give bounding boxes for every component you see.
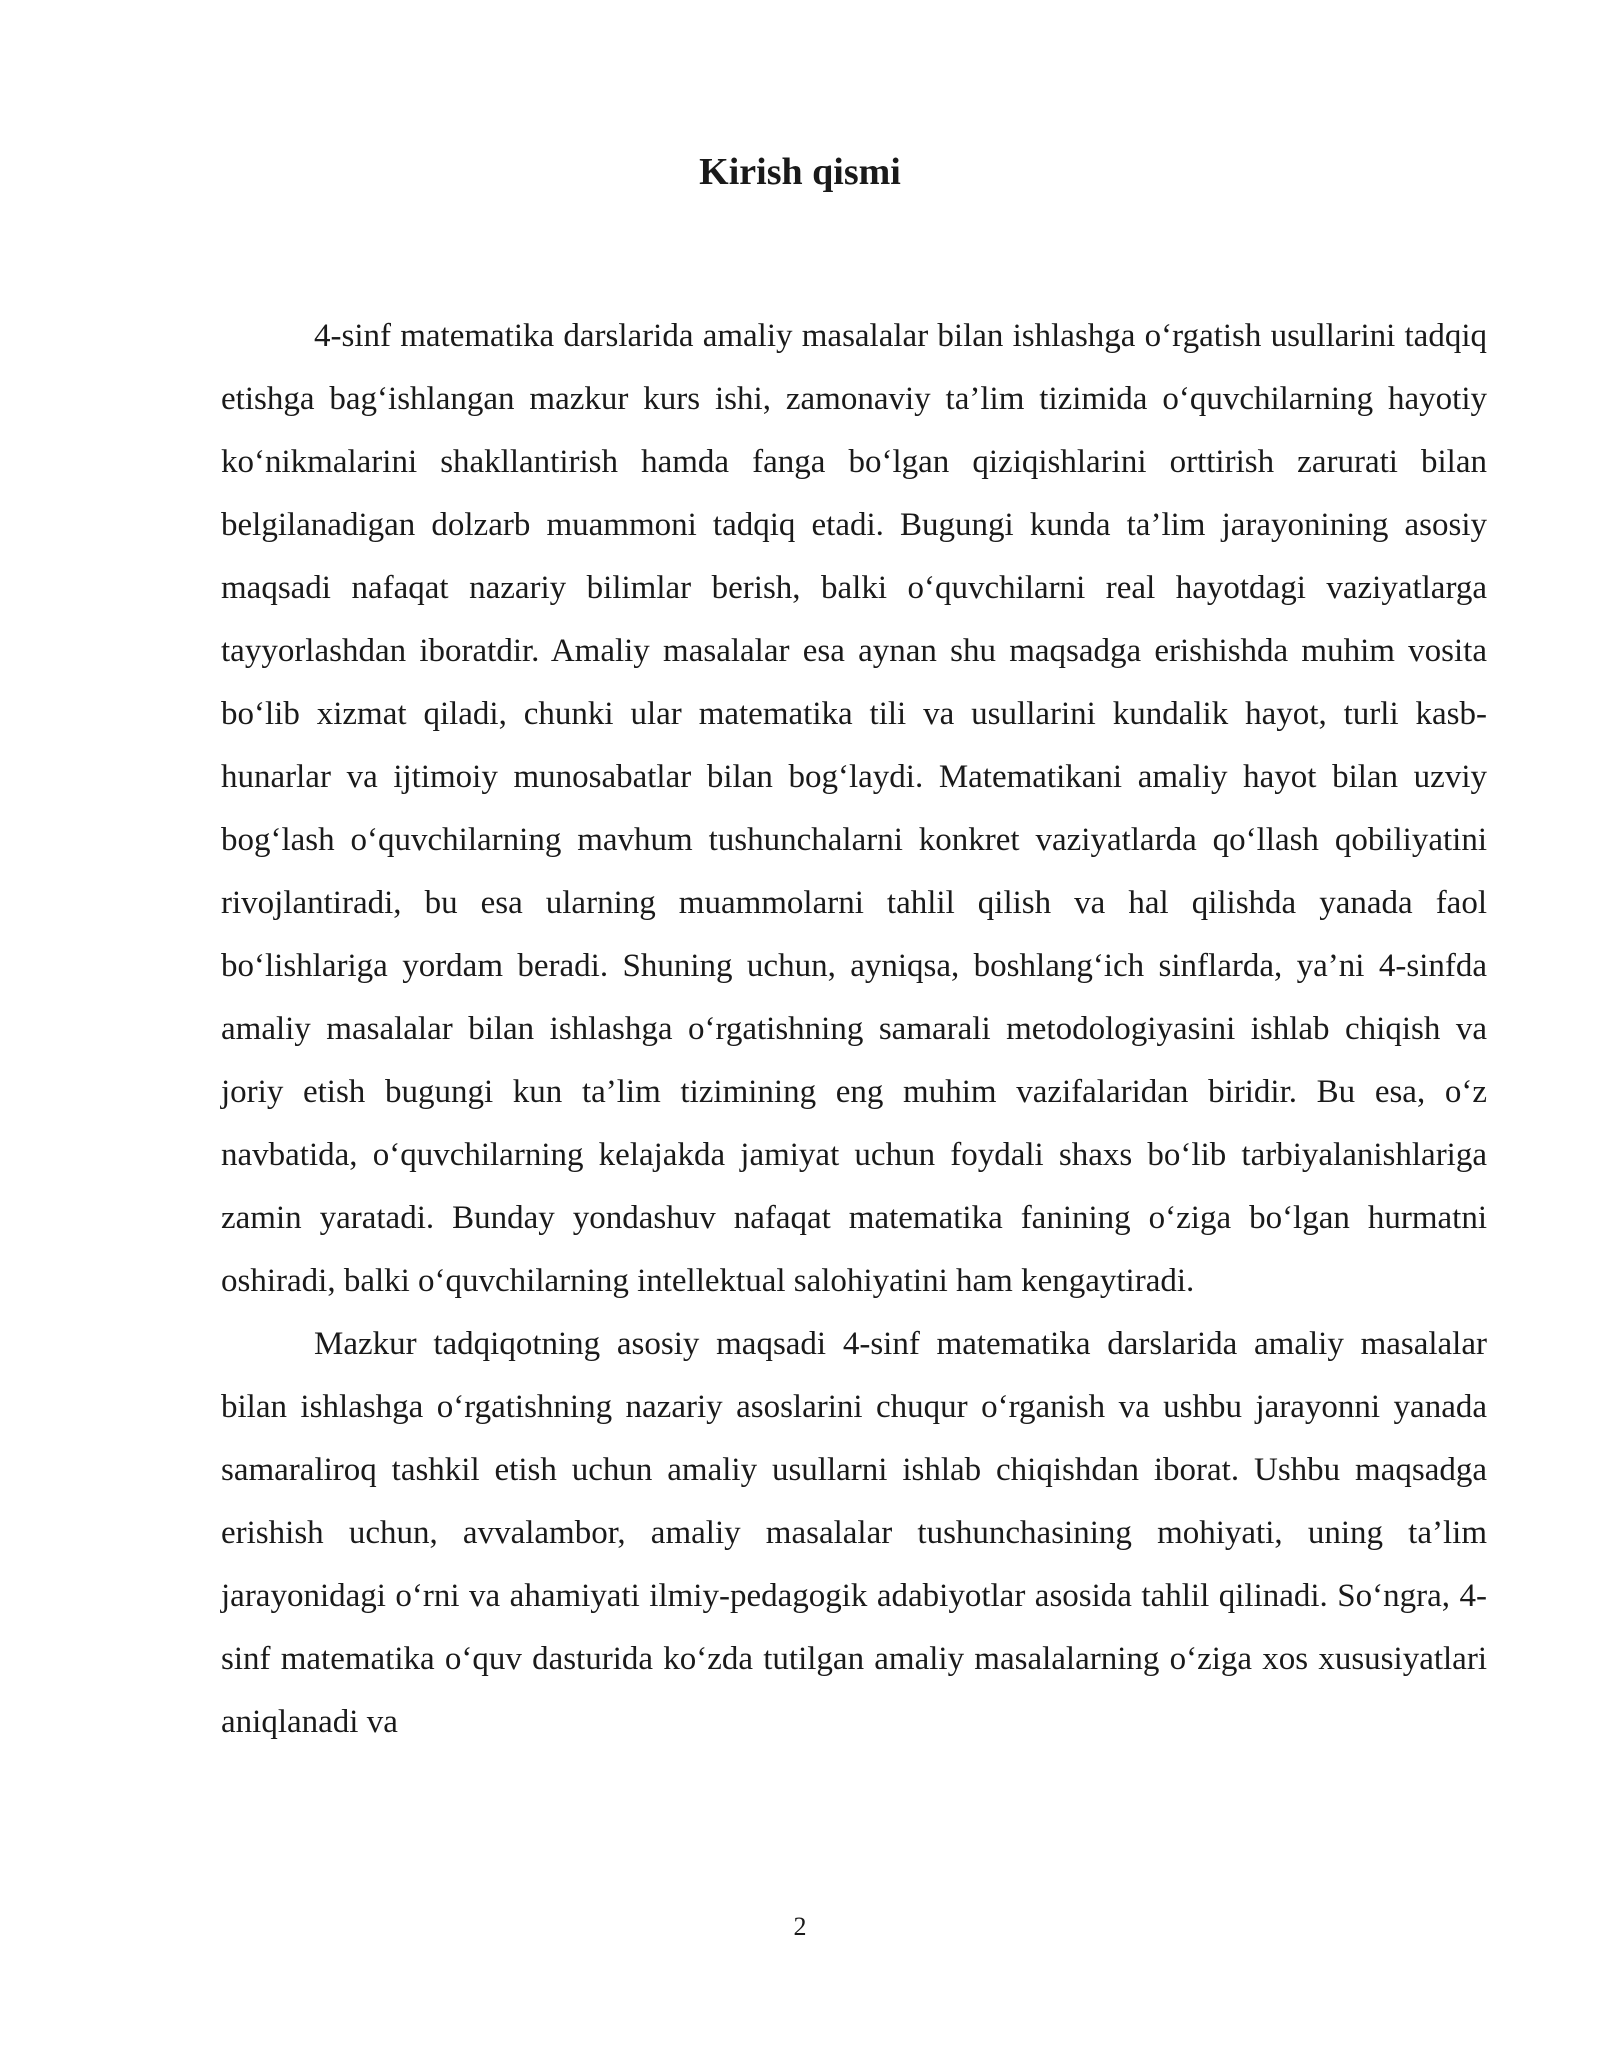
page-number: 2	[793, 1912, 807, 1941]
body-text	[221, 305, 1487, 1754]
page-title: Kirish qismi	[699, 151, 901, 193]
paragraph-2: Mazkur tadqiqotning asosiy maqsadi 4-sinf matematika darslarida amaliy masalalar bilan ishlashga o‘rgatishning nazariy asoslarini chuqur o‘rganish va ushbu jarayonni yanada samaraliroq tashkil etish uchun amaliy usullarni ishlab chiqishdan iborat. Ushbu maqsadga erishish uchun, avvalambor, amaliy masalalar tushunchasining mohiyati, uning ta’lim jarayonidagi o‘rni va ahamiyati ilmiy-pedagogik adabiyotlar asosida tahlil qilinadi. So‘ngra, 4-sinf matematika o‘quv dasturida ko‘zda tutilgan amaliy masalalarning o‘ziga xos xususiyatlari aniqlanadi va	[221, 1326, 1487, 1740]
paragraph-1: 4-sinf matematika darslarida amaliy masalalar bilan ishlashga o‘rgatish usullarini tadqiq etishga bag‘ishlangan mazkur kurs ishi, zamonaviy ta’lim tizimida o‘quvchilarning hayotiy ko‘nikmalarini shakllantirish hamda fanga bo‘lgan qiziqishlarini orttirish zarurati bilan belgilanadigan dolzarb muammoni tadqiq etadi. Bugungi kunda ta’lim jarayonining asosiy maqsadi nafaqat nazariy bilimlar berish, balki o‘quvchilarni real hayotdagi vaziyatlarga tayyorlashdan iboratdir. Amaliy masalalar esa aynan shu maqsadga erishishda muhim vosita bo‘lib xizmat qiladi, chunki ular matematika tili va usullarini kundalik hayot, turli kasb-hunarlar va ijtimoiy munosabatlar bilan bog‘laydi. Matematikani amaliy hayot bilan uzviy bog‘lash o‘quvchilarning mavhum tushunchalarni konkret vaziyatlarda qo‘llash qobiliyatini rivojlantiradi, bu esa ularning muammolarni tahlil qilish va hal qilishda yanada faol bo‘lishlariga yordam beradi. Shuning uchun, ayniqsa, boshlang‘ich sinflarda, ya’ni 4-sinfda amaliy masalalar bilan ishlashga o‘rgatishning samarali metodologiyasini ishlab chiqish va joriy etish bugungi kun ta’lim tizimining eng muhim vazifalaridan biridir. Bu esa, o‘z navbatida, o‘quvchilarning kelajakda jamiyat uchun foydali shaxs bo‘lib tarbiyalanishlariga zamin yaratadi. Bunday yondashuv nafaqat matematika fanining o‘ziga bo‘lgan hurmatni oshiradi, balki o‘quvchilarning intellektual salohiyatini ham kengaytiradi.	[221, 318, 1487, 1299]
